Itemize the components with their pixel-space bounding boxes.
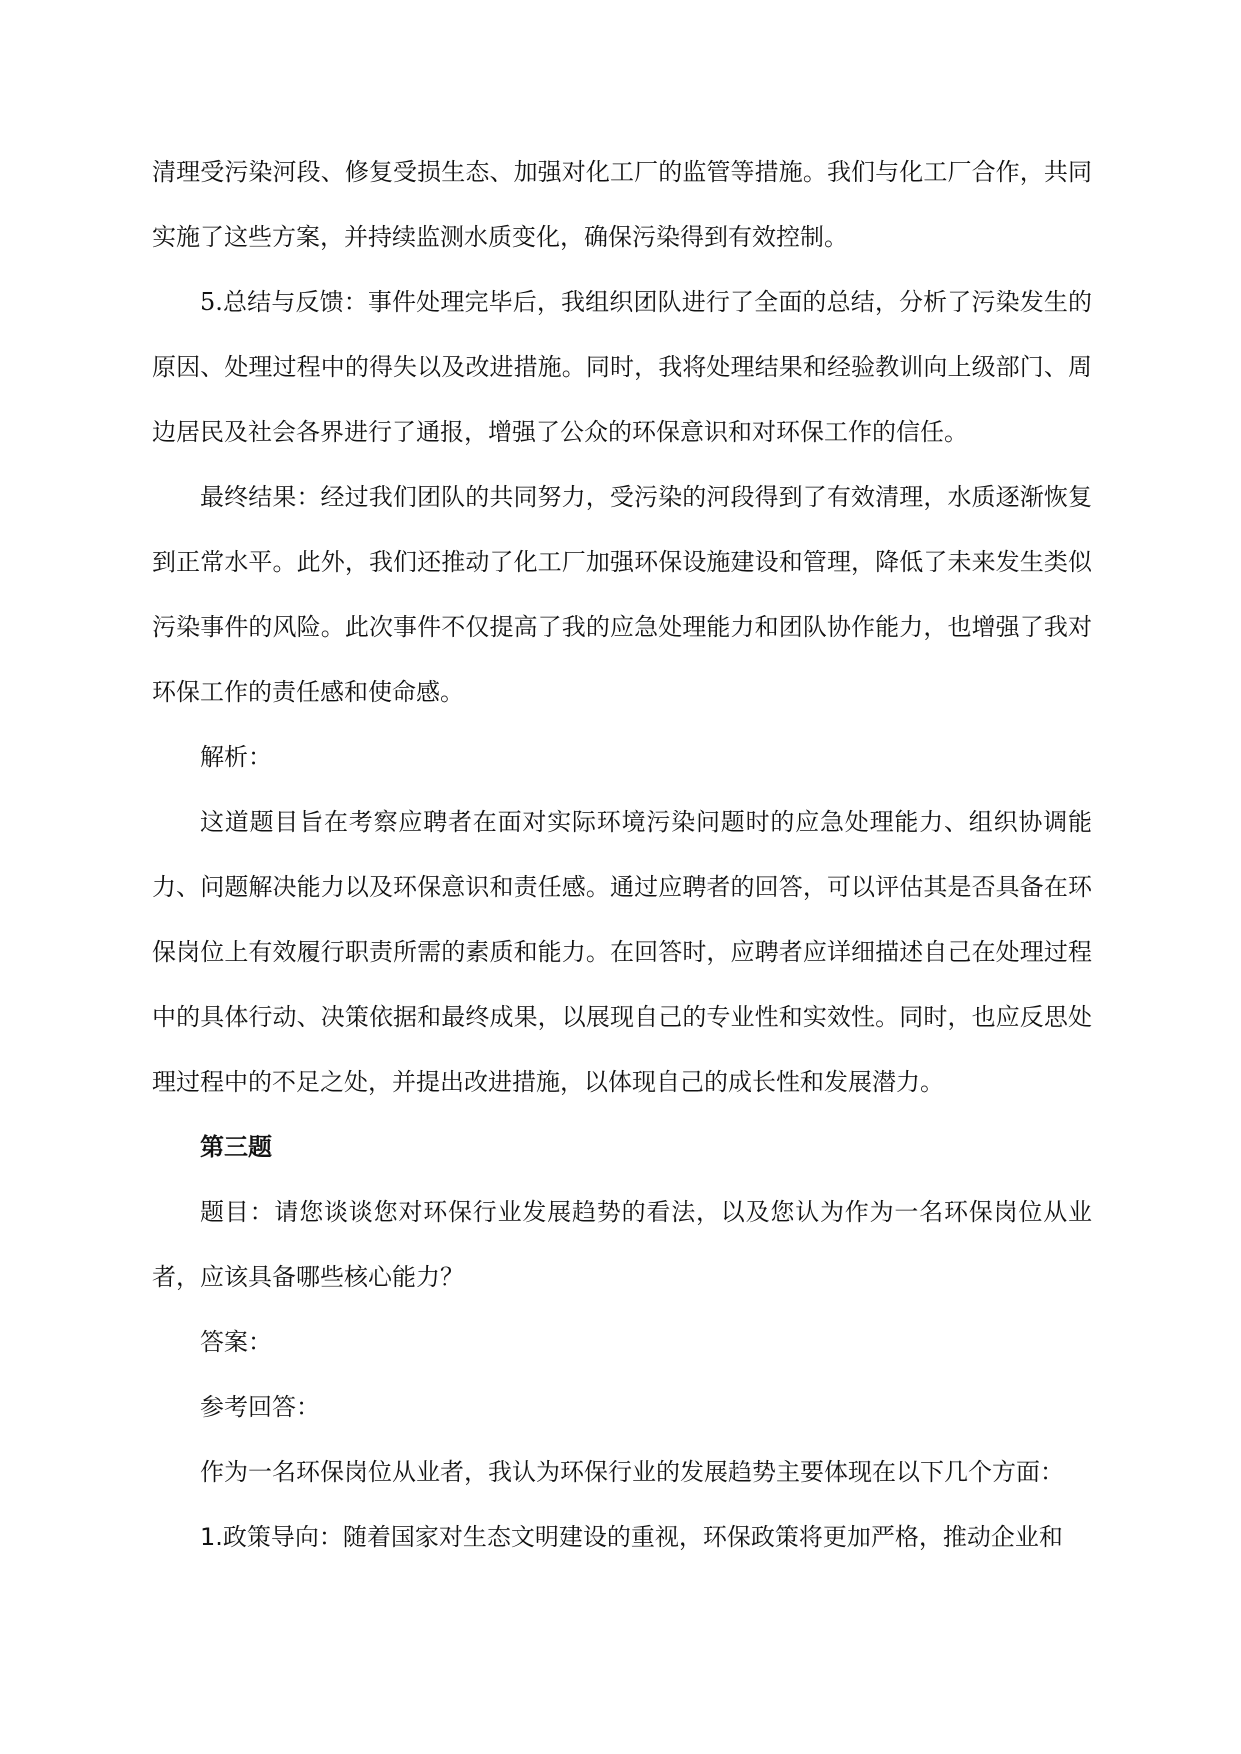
section-heading: 第三题 xyxy=(200,1133,272,1161)
paragraph-analysis-body: 这道题目旨在考察应聘者在面对实际环境污染问题时的应急处理能力、组织协调能力、问题解决能力以及环保意识和责任感。通过应聘者的回答，可以评估其是否具备在环保岗位上有效履行职责所需的素质和能力。在回答时，应聘者应详细描述自己在处理过程中的具体行动、决策依据和最终成果，以展现自己的专业性和实效性。同时，也应反思处理过程中的不足之处，并提出改进措施，以体现自己的成长性和发展潜力。 xyxy=(152,808,1092,1096)
paragraph-final-result: 最终结果：经过我们团队的共同努力，受污染的河段得到了有效清理，水质逐渐恢复到正常水平。此外，我们还推动了化工厂加强环保设施建设和管理，降低了未来发生类似污染事件的风险。此次事件不仅提高了我的应急处理能力和团队协作能力，也增强了我对环保工作的责任感和使命感。 xyxy=(152,483,1092,706)
paragraph-measures-continued: 清理受污染河段、修复受损生态、加强对化工厂的监管等措施。我们与化工厂合作，共同实施了这些方案，并持续监测水质变化，确保污染得到有效控制。 xyxy=(152,158,1092,251)
list-item-text: 政策导向：随着国家对生态文明建设的重视，环保政策将更加严格，推动企业和 xyxy=(222,1523,1063,1551)
list-item-number: 1. xyxy=(200,1523,223,1551)
paragraph-question: 题目：请您谈谈您对环保行业发展趋势的看法，以及您认为作为一名环保岗位从业者，应该具备哪些核心能力？ xyxy=(152,1198,1092,1291)
paragraph-trend-intro: 作为一名环保岗位从业者，我认为环保行业的发展趋势主要体现在以下几个方面： xyxy=(200,1458,1064,1486)
list-item-policy-direction xyxy=(152,1505,1092,1570)
paragraph-analysis-label: 解析： xyxy=(200,743,272,771)
paragraph-summary-feedback: 5.总结与反馈：事件处理完毕后，我组织团队进行了全面的总结，分析了污染发生的原因、处理过程中的得失以及改进措施。同时，我将处理结果和经验教训向上级部门、周边居民及社会各界进行了通报，增强了公众的环保意识和对环保工作的信任。 xyxy=(152,288,1092,446)
paragraph-reference-label: 参考回答： xyxy=(200,1393,320,1421)
paragraph-answer-label: 答案： xyxy=(200,1328,272,1356)
document-body xyxy=(152,140,1092,1570)
